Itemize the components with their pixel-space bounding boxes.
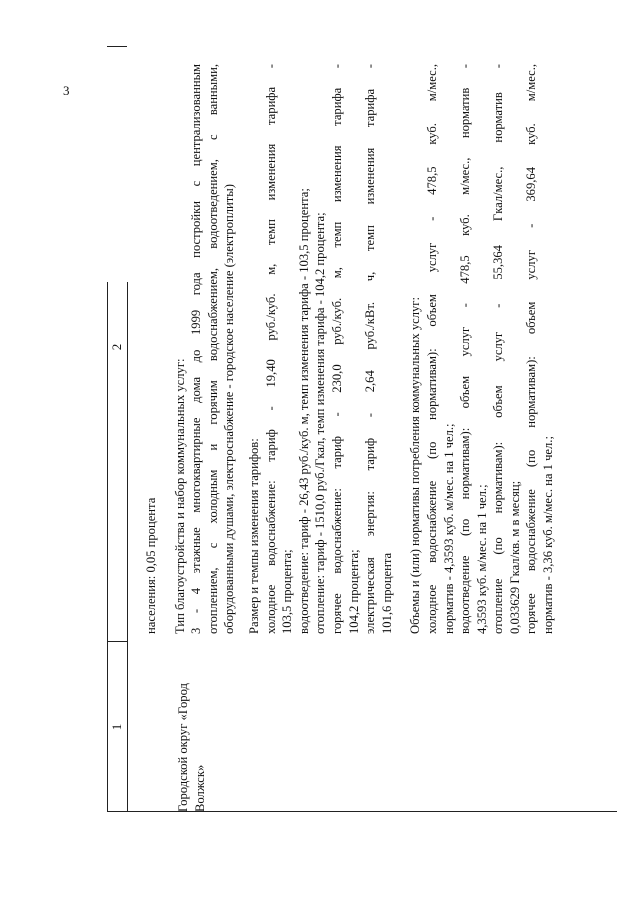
header-col-2: 2 — [109, 343, 124, 351]
volume-line: норматив - 3,36 куб. м/мес. на 1 чел.; — [541, 436, 556, 634]
header-bottom-border — [127, 282, 128, 812]
column-divider — [107, 641, 127, 642]
volume-line: отопление (по нормативам): объем услуг - 55,364 Гкал/мес., норматив - — [491, 64, 506, 634]
tariffs-title: Размер и темпы изменения тарифов: — [246, 438, 261, 634]
description-cell — [143, 64, 565, 634]
improvement-title: Тип благоустройства и набор коммунальных услуг: — [172, 358, 187, 634]
volume-line: 4,3593 куб. м/мес. на 1 чел.; — [474, 484, 489, 634]
header-col-1: 1 — [109, 723, 124, 731]
volume-line: норматив - 4,3593 куб. м/мес. на 1 чел.; — [441, 423, 456, 634]
volumes-title: Объемы и (или) нормативы потребления коммунальных услуг: — [408, 297, 423, 634]
volume-line: водоотведение (по нормативам): объем услуг - 478,5 куб. м/мес., норматив - — [458, 64, 473, 634]
header-row-border — [107, 282, 108, 812]
improvement-line: оборудованными душами, электроснабжение - городское население (электроплиты) — [222, 184, 237, 634]
page-number: 3 — [63, 83, 70, 98]
tariff-line: холодное водоснабжение: тариф - 19,40 руб./куб. м, темп изменения тарифа - — [263, 64, 278, 634]
tariff-line: 101,6 процента — [379, 552, 394, 634]
improvement-line: отоплением, с холодным и горячим водоснабжением, водоотведением, с ванными, — [205, 64, 220, 634]
tariff-line: 104,2 процента; — [346, 549, 361, 634]
tariff-line: водоотведение: тариф - 26,43 руб./куб. м, темп изменения тарифа - 103,5 процента; — [296, 188, 311, 634]
municipality-cell: Городской округ «Город Волжск» — [176, 683, 207, 812]
tariffs-block — [246, 64, 395, 634]
volume-line: холодное водоснабжение (по нормативам): объем услуг - 478,5 куб. м/мес., — [424, 64, 439, 634]
improvement-line: 3 - 4 этажные многоквартирные дома до 1999 года постройки с централизованным — [189, 64, 204, 634]
tariff-line: отопление: тариф - 1510,0 руб./Гкал, темп изменения тарифа - 104,2 процента; — [313, 212, 328, 634]
tariff-line: электрическая энергия: тариф - 2,64 руб./кВт. ч, темп изменения тарифа - — [363, 64, 378, 634]
column-divider-right — [107, 46, 127, 47]
improvement-block — [172, 64, 238, 634]
tariff-line: 103,5 процента; — [280, 549, 295, 634]
continuation-text: населения: 0,05 процента — [144, 497, 158, 634]
volume-line: 0,033629 Гкал/кв. м в месяц; — [507, 480, 522, 634]
volumes-block — [407, 64, 556, 634]
tariff-line: горячее водоснабжение: тариф - 230,0 руб./куб. м, темп изменения тарифа - — [329, 64, 344, 634]
volume-line: горячее водоснабжение (по нормативам): объем услуг - 369,64 куб. м/мес., — [524, 64, 539, 634]
